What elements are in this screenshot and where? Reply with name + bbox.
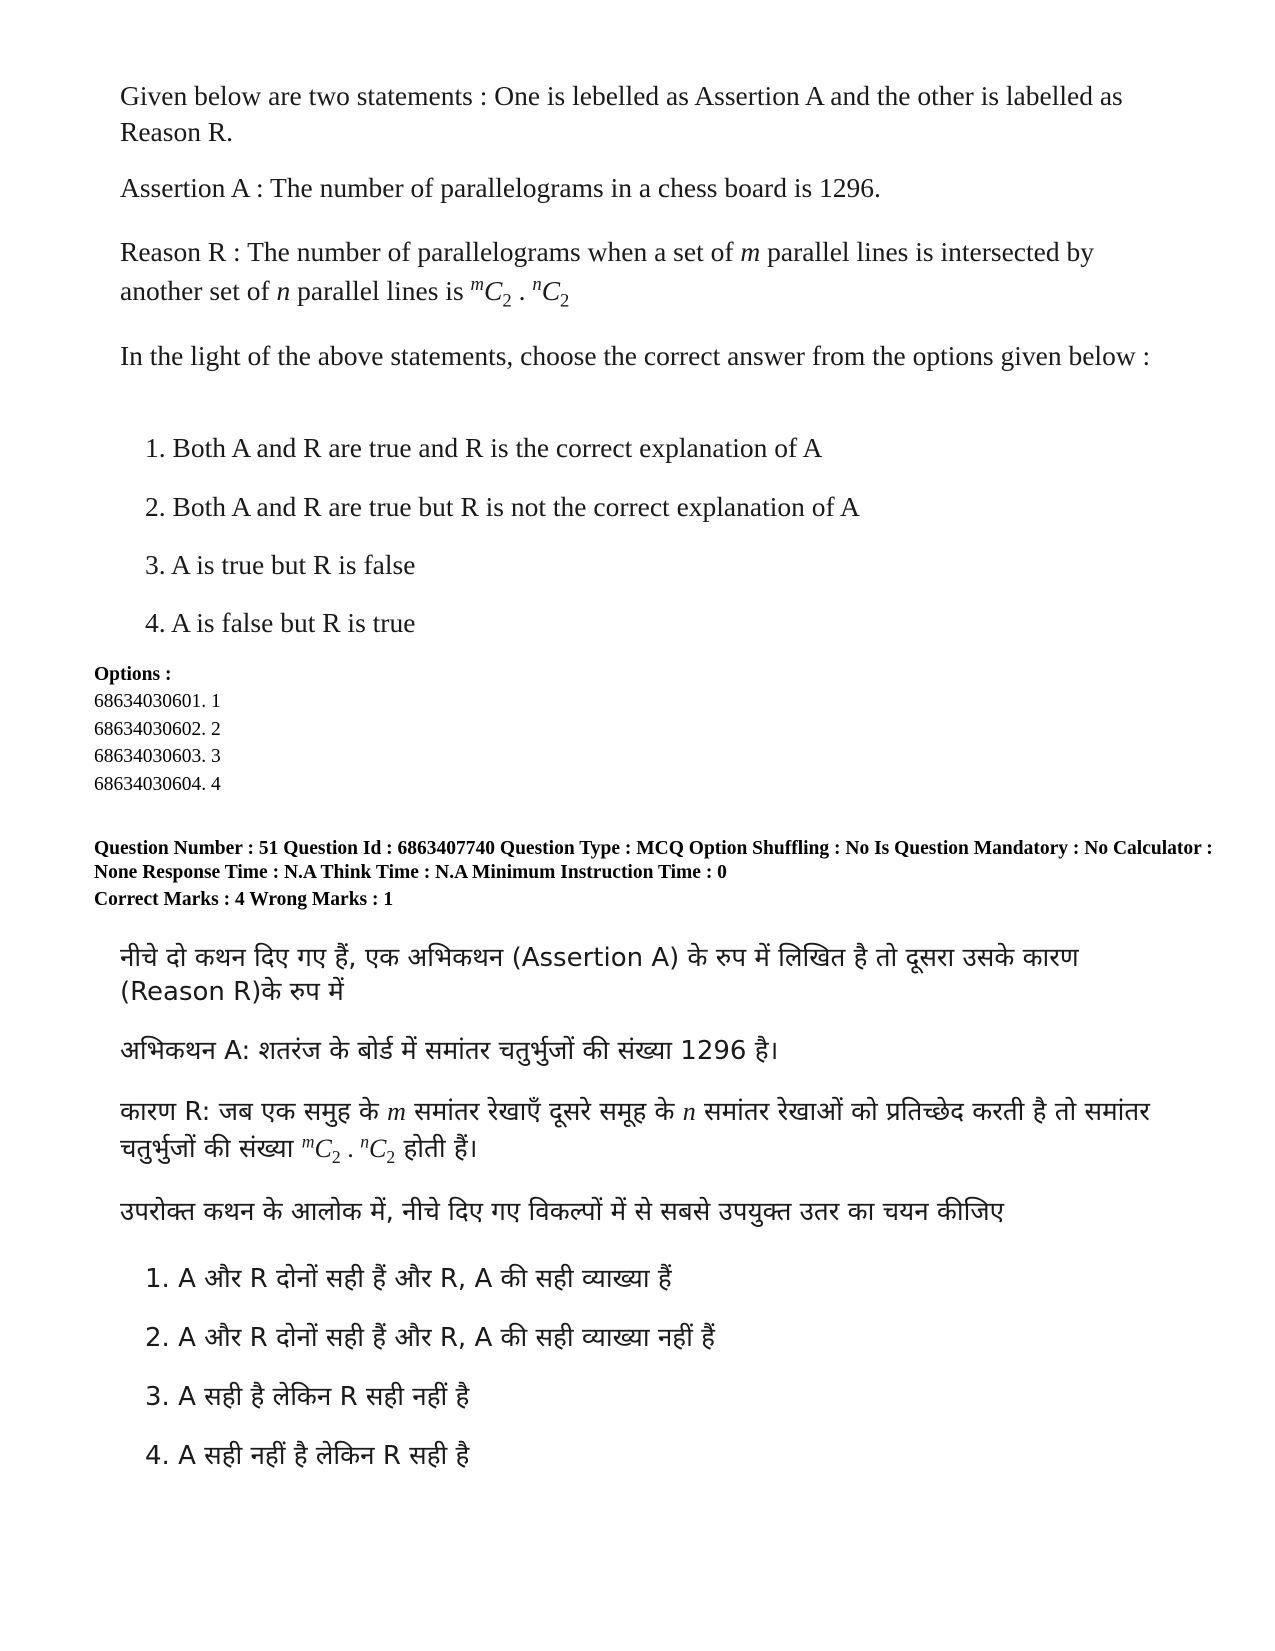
intro-text: Given below are two statements : One is lebelled as Assertion A and the other is labelled as Reason R. bbox=[120, 80, 1123, 147]
option-id-2: 68634030602. 2 bbox=[94, 719, 221, 740]
english-question-intro bbox=[120, 78, 1180, 150]
hindi-instruction-text: उपरोक्त कथन के आलोक में, नीचे दिए गए विकल्पों में से सबसे उपयुक्त उतर का चयन कीजिए bbox=[120, 1197, 1004, 1227]
reason-text: Reason R : The number of parallelograms when a set of m parallel lines is intersected by another set of n parallel lines is $^mC_2$ . $^nC_2$ bbox=[120, 236, 1094, 312]
english-option-4: 4. A is false but R is true bbox=[145, 607, 416, 638]
hindi-question-intro bbox=[120, 942, 1180, 1010]
option-id-4: 68634030604. 4 bbox=[94, 774, 221, 795]
english-option-3: 3. A is true but R is false bbox=[145, 549, 416, 580]
hindi-option-3: 3. A सही है लेकिन R सही नहीं है bbox=[145, 1382, 470, 1412]
english-option-2: 2. Both A and R are true but R is not the correct explanation of A bbox=[145, 491, 860, 522]
options-heading: Options : bbox=[94, 664, 172, 685]
hindi-assertion bbox=[120, 1035, 1180, 1069]
hindi-option-4: 4. A सही नहीं है लेकिन R सही है bbox=[145, 1441, 470, 1471]
hindi-assertion-text: अभिकथन A: शतरंज के बोर्ड में समांतर चतुर्भुजों की संख्या 1296 है। bbox=[120, 1036, 779, 1066]
hindi-reason-text: कारण R: जब एक समुह के m समांतर रेखाएँ दूसरे समूह के n समांतर रेखाओं को प्रतिच्छेद करती है तो समांतर चतुर्भुजों की संख्या $^mC_2$ . $^nC_2$ होती हैं। bbox=[120, 1097, 1150, 1168]
hindi-instruction bbox=[120, 1196, 1180, 1230]
question-meta: Question Number : 51 Question Id : 6863407740 Question Type : MCQ Option Shuffling : No Is Question Mandatory : No Calculator : None Response Time : N.A Think Time : N.A Minimum Instruction Time : 0 bbox=[94, 838, 1213, 883]
hindi-option-2: 2. A और R दोनों सही हैं और R, A की सही व्याख्या नहीं हैं bbox=[145, 1323, 715, 1353]
hindi-reason bbox=[120, 1094, 1180, 1168]
english-option-1: 1. Both A and R are true and R is the correct explanation of A bbox=[145, 432, 823, 463]
option-id-1: 68634030601. 1 bbox=[94, 691, 221, 712]
hindi-option-1: 1. A और R दोनों सही हैं और R, A की सही व्याख्या हैं bbox=[145, 1264, 672, 1294]
hindi-intro-text: नीचे दो कथन दिए गए हैं, एक अभिकथन (Assertion A) के रुप में लिखित है तो दूसरा उसके कारण (Reason R)के रुप में bbox=[120, 943, 1079, 1007]
assertion-text: Assertion A : The number of parallelograms in a chess board is 1296. bbox=[120, 172, 881, 203]
instruction-text: In the light of the above statements, choose the correct answer from the options given below : bbox=[120, 340, 1151, 371]
marks-line: Correct Marks : 4 Wrong Marks : 1 bbox=[94, 889, 394, 910]
english-instruction bbox=[120, 338, 1180, 374]
english-reason bbox=[120, 232, 1180, 310]
english-assertion bbox=[120, 170, 1180, 206]
option-id-3: 68634030603. 3 bbox=[94, 746, 221, 767]
